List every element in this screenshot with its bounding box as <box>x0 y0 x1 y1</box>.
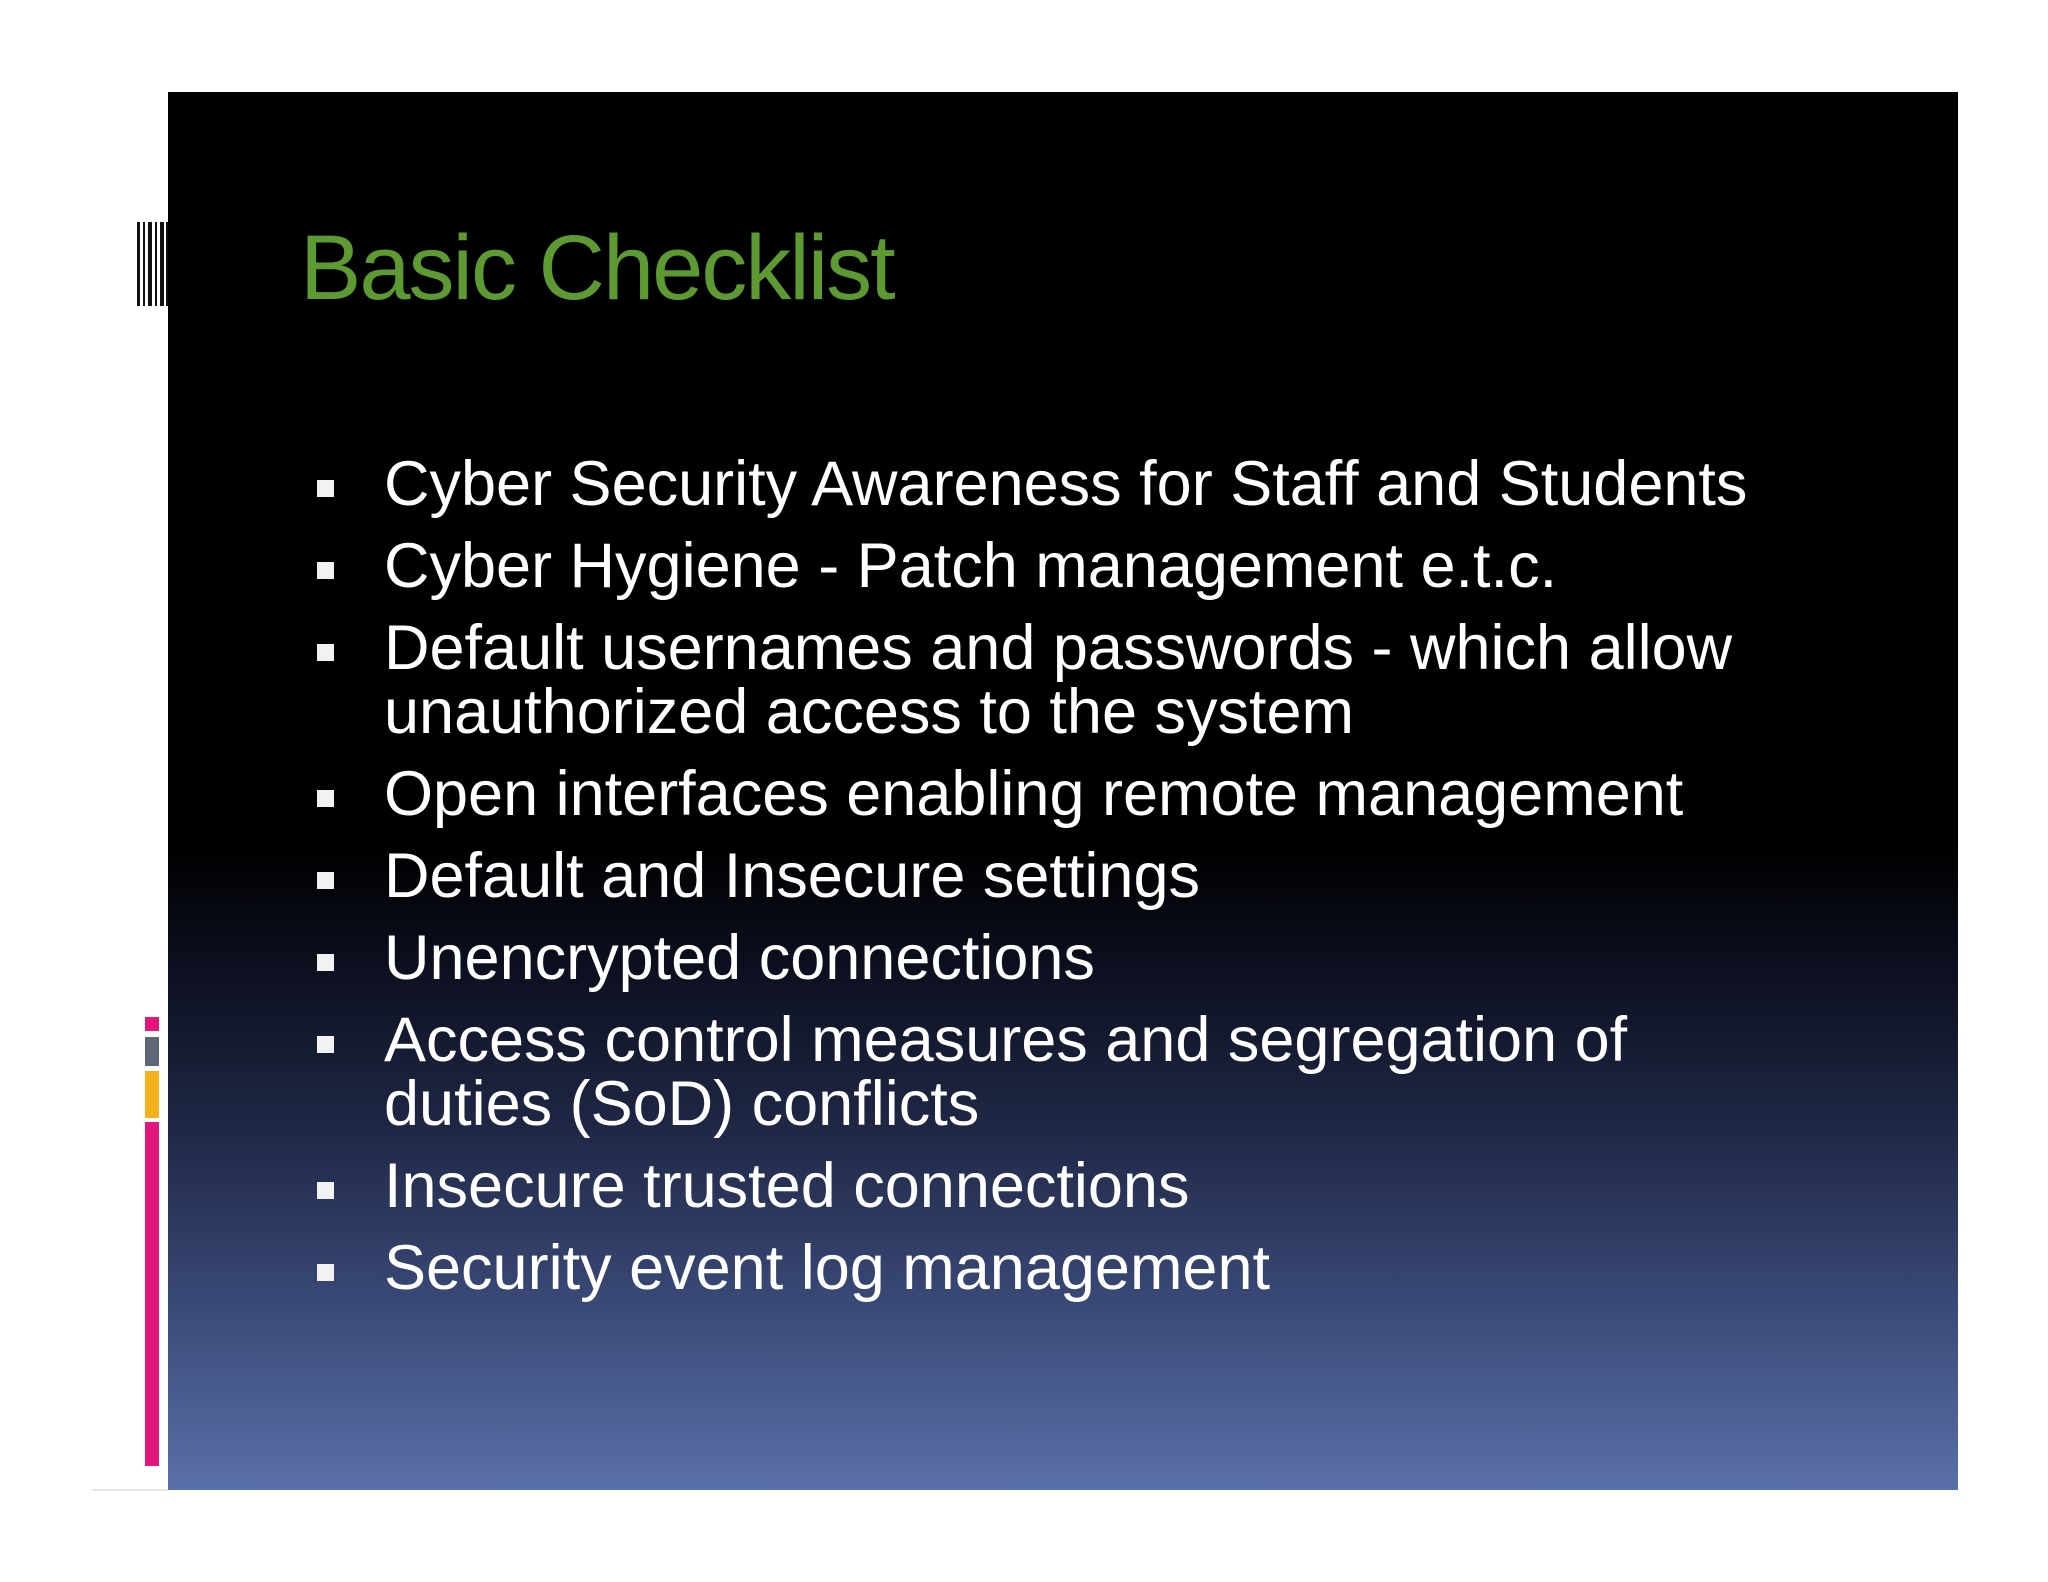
checklist-item-text: Insecure trusted connections <box>384 1151 1190 1221</box>
checklist-item <box>312 923 1912 993</box>
checklist-item-text: Default and Insecure settings <box>384 841 1200 911</box>
checklist <box>312 449 1912 1318</box>
checklist-item <box>312 449 1912 519</box>
square-bullet-icon <box>317 954 334 971</box>
square-bullet-icon <box>317 480 334 497</box>
checklist-item-text: Unencrypted connections <box>384 923 1095 993</box>
checklist-item-text: Cyber Hygiene - Patch management e.t.c. <box>384 531 1558 601</box>
square-bullet-icon <box>317 562 334 579</box>
bottom-divider <box>92 1489 168 1491</box>
checklist-item <box>312 759 1912 829</box>
accent-bar-pink-top <box>145 1017 159 1031</box>
checklist-item-text: Access control measures and segregation of <box>384 1005 1628 1075</box>
checklist-item <box>312 613 1912 747</box>
square-bullet-icon <box>317 1264 334 1281</box>
checklist-item-text: Default usernames and passwords - which allow <box>384 613 1733 683</box>
square-bullet-icon <box>317 644 334 661</box>
accent-bar-pink-long <box>145 1122 159 1466</box>
checklist-item <box>312 841 1912 911</box>
checklist-item <box>312 1151 1912 1221</box>
checklist-item <box>312 1005 1912 1139</box>
square-bullet-icon <box>317 790 334 807</box>
title-stripes-decoration <box>137 222 168 306</box>
checklist-item-text: Open interfaces enabling remote management <box>384 759 1684 829</box>
checklist-item-text: Cyber Security Awareness for Staff and Students <box>384 449 1748 519</box>
checklist-item-text: Security event log management <box>384 1233 1270 1303</box>
checklist-item-text: duties (SoD) conflicts <box>384 1069 980 1139</box>
checklist-item <box>312 1233 1912 1303</box>
accent-bar-orange <box>145 1071 159 1118</box>
square-bullet-icon <box>317 872 334 889</box>
slide-title: Basic Checklist <box>300 217 894 319</box>
square-bullet-icon <box>317 1182 334 1199</box>
checklist-item <box>312 531 1912 601</box>
accent-bar-grey <box>145 1037 159 1066</box>
checklist-item-text: unauthorized access to the system <box>384 677 1355 747</box>
square-bullet-icon <box>317 1036 334 1053</box>
